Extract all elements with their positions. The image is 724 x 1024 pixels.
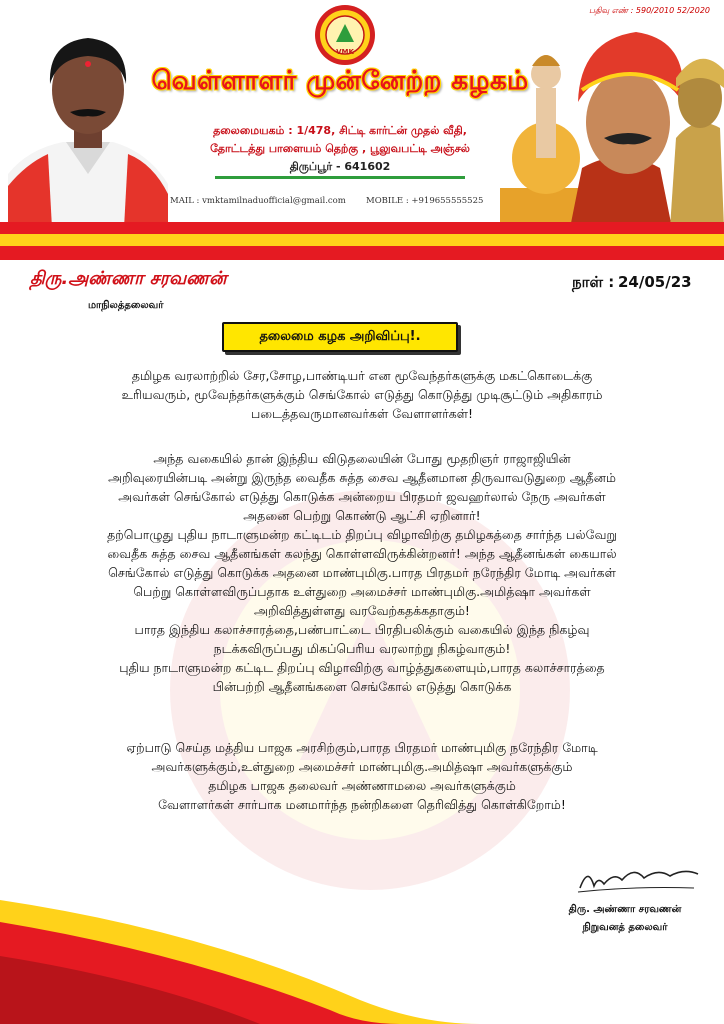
text-line: தமிழக வரலாற்றில் சேர,சோழ,பாண்டியர் என மூவேந்தர்களுக்கு மகட்கொடைக்கு bbox=[131, 368, 593, 383]
paragraph-main bbox=[34, 430, 690, 696]
header-band-red-bottom bbox=[0, 246, 724, 260]
svg-text:VMK: VMK bbox=[336, 48, 354, 56]
registration-number: பதிவு எண் : 590/2010 52/2020 bbox=[588, 6, 710, 15]
address-divider bbox=[215, 176, 465, 179]
organization-name: வெள்ளாளர் முன்னேற்ற கழகம் bbox=[151, 66, 529, 96]
date-label: நாள் : bbox=[572, 273, 615, 291]
party-emblem-logo bbox=[314, 4, 376, 66]
address-line-2: தோட்டத்து பாளையம் தெற்கு , பூலுவபட்டி அஞ்சல் bbox=[210, 142, 470, 155]
notice-title-box bbox=[222, 322, 458, 352]
text-line: அவர்களுக்கும்,உள்துறை அமைச்சர் மாண்புமிகு.அமித்ஷா அவர்களுக்கும் bbox=[151, 759, 573, 774]
paragraph-intro bbox=[34, 366, 690, 423]
text-line: பின்பற்றி ஆதீனங்களை செங்கோல் எடுத்து கொடுக்க bbox=[212, 679, 512, 694]
address-line-1: தலைமையகம் : 1/478, சிட்டி கார்ட்ன் முதல் வீதி, bbox=[213, 124, 467, 137]
text-line: வேளாளர்கள் சார்பாக மனமார்ந்த நன்றிகளை தெரிவித்து கொள்கிறோம்! bbox=[158, 797, 566, 812]
text-line: அதனை பெற்று கொண்டு ஆட்சி ஏறினார்! bbox=[243, 508, 481, 523]
leader-title: மாநிலத்தலைவர் bbox=[88, 300, 164, 311]
contact-mobile: MOBILE : +919655555525 bbox=[366, 196, 484, 206]
date-value: 24/05/23 bbox=[618, 273, 692, 291]
leader-portrait-image bbox=[8, 14, 168, 228]
signatory-role: நிறுவனத் தலைவர் bbox=[582, 922, 668, 933]
text-line: அறிவித்துள்ளது வரவேற்கதக்கதாகும்! bbox=[254, 603, 470, 618]
text-line: நடக்கவிருப்பது மிகப்பெரிய வரலாற்று நிகழ்வாகும்! bbox=[213, 641, 511, 656]
leader-name: திரு.அண்ணா சரவணன் bbox=[30, 268, 227, 289]
header-band-red-top bbox=[0, 222, 724, 234]
text-line: அவர்கள் செங்கோல் எடுத்து கொடுக்க அன்றைய பிரதமர் ஜவஹர்லால் நேரு அவர்கள் bbox=[118, 489, 606, 504]
header-band-yellow bbox=[0, 234, 724, 246]
text-line: வைதீக சுத்த சைவ ஆதீனங்கள் கலந்து கொள்ளவிருக்கின்றனர்! அந்த ஆதீனங்கள் கையால் bbox=[107, 546, 617, 561]
address-line-3: திருப்பூர் - 641602 bbox=[289, 160, 391, 173]
text-line: தமிழக பாஜக தலைவர் அண்ணாமலை அவர்களுக்கும் bbox=[208, 778, 516, 793]
text-line: தற்பொழுது புதிய நாடாளுமன்ற கட்டிடம் திறப்பு விழாவிற்கு தமிழகத்தை சார்ந்த பல்வேறு bbox=[107, 527, 617, 542]
text-line: ஏற்பாடு செய்த மத்திய பாஜக அரசிற்கும்,பாரத பிரதமர் மாண்புமிகு நரேந்திர மோடி bbox=[126, 740, 598, 755]
text-line: செங்கோல் எடுத்து கொடுக்க அதனை மாண்புமிகு.பாரத பிரதமர் நரேந்திர மோடி அவர்கள் bbox=[108, 565, 616, 580]
text-line: அறிவுரையின்படி அன்று இருந்த வைதீக சுத்த சைவ ஆதீனமான திருவாவடுதுறை ஆதீனம் bbox=[108, 470, 616, 485]
text-line: பெற்று கொள்ளவிருப்பதாக உள்துறை அமைச்சர் மாண்புமிகு.அமித்ஷா அவர்கள் bbox=[133, 584, 591, 599]
historical-figures-image bbox=[500, 18, 724, 228]
text-line: புதிய நாடாளுமன்ற கட்டிட திறப்பு விழாவிற்கு வாழ்த்துகளையும்,பாரத கலாச்சாரத்தை bbox=[119, 660, 605, 675]
text-line: பாரத இந்திய கலாச்சாரத்தை,பண்பாட்டை பிரதிபலிக்கும் வகையில் இந்த நிகழ்வு bbox=[134, 622, 590, 637]
text-line: படைத்தவருமானவர்கள் வேளாளர்கள்! bbox=[250, 406, 474, 421]
handwritten-signature bbox=[574, 862, 704, 896]
text-line bbox=[34, 430, 690, 449]
text-line: அந்த வகையில் தான் இந்திய விடுதலையின் போது மூதறிஞர் ராஜாஜியின் bbox=[153, 451, 571, 466]
signatory-name: திரு. அண்ணா சரவணன் bbox=[568, 904, 682, 915]
contact-mail: MAIL : vmktamilnaduofficial@gmail.com bbox=[170, 196, 346, 206]
text-line: உரியவரும், மூவேந்தர்களுக்கும் செங்கோல் எடுத்து கொடுத்து முடிசூட்டும் அதிகாரம் bbox=[121, 387, 603, 402]
notice-title: தலைமை கழக அறிவிப்பு!. bbox=[259, 329, 421, 344]
paragraph-thanks bbox=[34, 738, 690, 814]
